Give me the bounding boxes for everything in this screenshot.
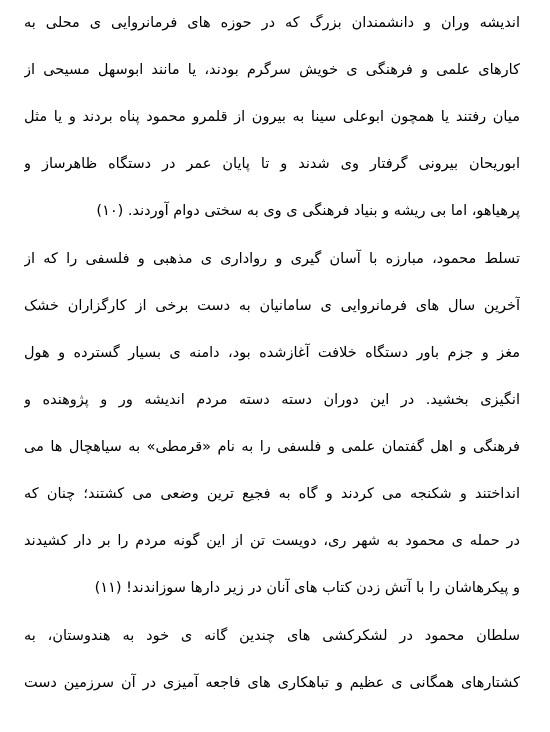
text-line: کشتارهای همگانی ی عظیم و تباهکاری های فاجعه آمیزی در آن سرزمین دست xyxy=(24,675,520,691)
text-line: انگیزی بخشید. در این دوران دسته دسته مردم اندیشه ور و پژوهنده و xyxy=(24,392,520,408)
text-line: ابوریحان بیرونی گرفتار وی شدند و تا پایان عمر در دستگاه ظاهرساز و xyxy=(24,156,520,172)
text-line: در حمله ی محمود به شهر ری، دویست تن از این گونه مردم را بر دار کشیدند xyxy=(24,533,520,549)
text-line: میان رفتند یا همچون ابوعلی سینا به بیرون از قلمرو محمود پناه بردند و یا مثل xyxy=(24,109,520,125)
text-line: و پیکرهاشان را با آتش زدن کتاب های آنان در زیر دارها سوزاندند! (۱۱) xyxy=(94,580,520,596)
text-line: تسلط محمود، مبارزه با آسان گیری و رواداری ی مذهبی و فلسفی را که از xyxy=(24,251,520,267)
text-line: اندیشه وران و دانشمندان بزرگ که در حوزه های فرمانروایی ی محلی به xyxy=(24,15,520,31)
text-line: کارهای علمی و فرهنگی ی خویش سرگرم بودند، یا مانند ابوسهل مسیحی از xyxy=(24,62,520,78)
text-line: پرهیاهو، اما بی ریشه و بنیاد فرهنگی ی وی به سختی دوام آوردند. (۱۰) xyxy=(96,203,520,219)
text-line: آخرین سال های فرمانروایی ی سامانیان به دست برخی از کارگزاران خشک xyxy=(24,298,520,314)
text-line: مغز و جزم باور دستگاه خلافت آغازشده بود، دامنه ی بسیار گسترده و هول xyxy=(24,345,520,361)
text-line: سلطان محمود در لشکرکشی های چندین گانه ی خود به هندوستان، به xyxy=(24,628,520,644)
text-line: فرهنگی و اهل گفتمان علمی و فلسفی را به نام «قرمطی» به سیاهچال ها می xyxy=(24,439,520,455)
text-line: انداختند و شکنجه می کردند و گاه به فجیع ترین وضعی می کشتند؛ چنان که xyxy=(24,486,520,502)
